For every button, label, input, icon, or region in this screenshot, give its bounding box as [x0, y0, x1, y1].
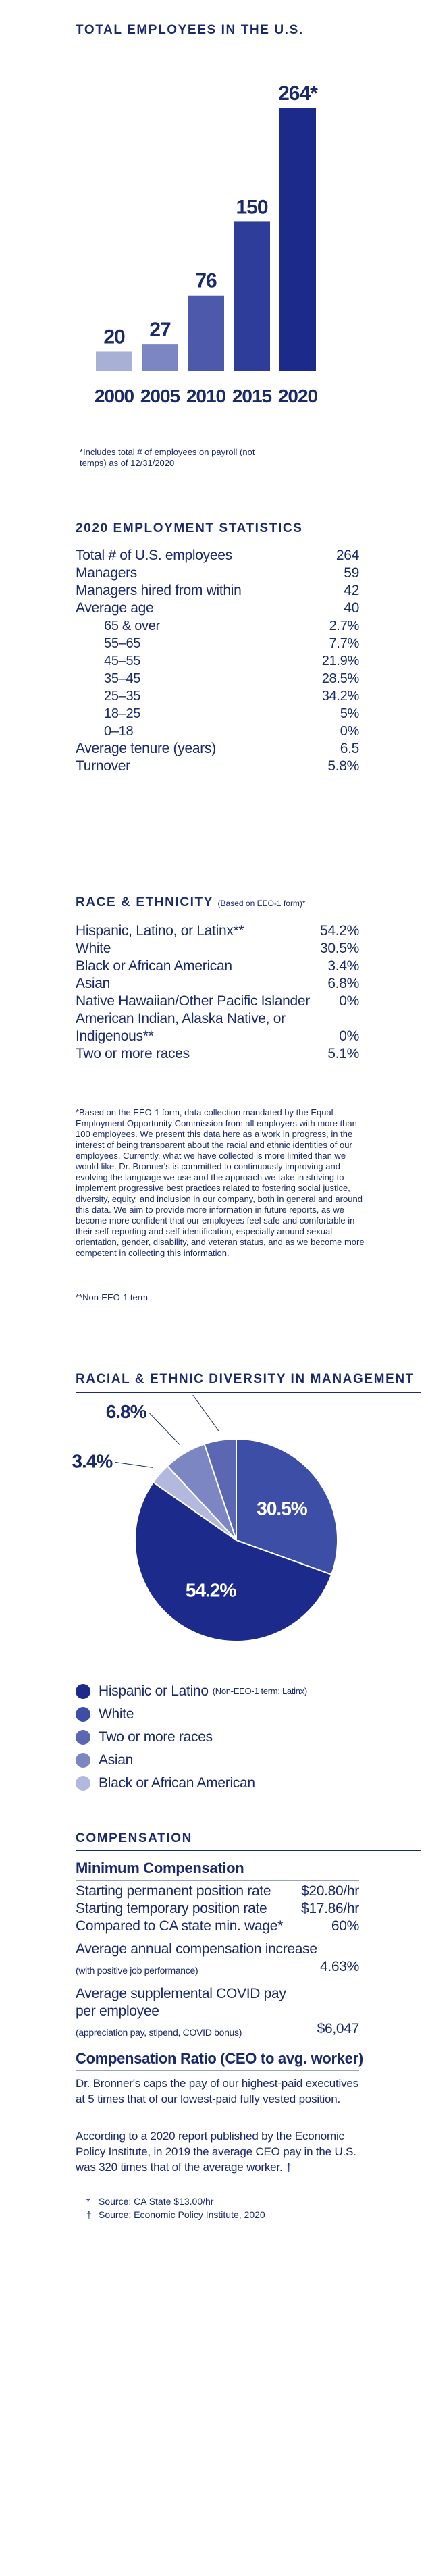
stats-title: 2020 EMPLOYMENT STATISTICS [76, 521, 303, 535]
race-value: 30.5% [319, 941, 359, 956]
source-2 [86, 2209, 356, 2220]
race-row [76, 922, 359, 940]
pie-slice-label: 54.2% [185, 1579, 236, 1601]
bar-category-label: 2005 [140, 386, 180, 406]
stats-value: 7.7% [329, 636, 359, 651]
stats-table [76, 547, 359, 775]
diversity-title-rule [76, 1392, 421, 1393]
ratio-paragraph-1: Dr. Bronner's caps the pay of our highest-paid executives at 5 times that of our lowest-paid fully vested position. [76, 2077, 358, 2105]
stats-label: Managers hired from within [76, 583, 242, 598]
raise-value: 4.63% [319, 1959, 359, 1974]
stats-row [76, 687, 359, 705]
legend-label: White [99, 1706, 134, 1722]
race-table [76, 922, 359, 1063]
legend-label: Black or African American [99, 1775, 255, 1791]
stats-label: 0–18 [104, 724, 134, 739]
bar-category-label: 2000 [94, 386, 134, 406]
stats-label: 18–25 [104, 706, 141, 721]
stats-row [76, 740, 359, 758]
min-comp-title: Minimum Compensation [76, 1860, 244, 1876]
stats-label: 65 & over [104, 619, 160, 633]
stats-label: Average age [76, 600, 154, 616]
employees-footnote: *Includes total # of employees on payroll (not temps) as of 12/31/2020 [80, 447, 255, 468]
raise-block [76, 1941, 359, 1976]
bar-value-label: 27 [149, 319, 171, 342]
legend-swatch [76, 1776, 90, 1791]
stats-row [76, 547, 359, 564]
comp-table [76, 1883, 359, 1935]
bar [188, 296, 224, 371]
legend-item [76, 1680, 400, 1703]
comp-value: 60% [331, 1918, 359, 1934]
diversity-legend [76, 1680, 400, 1795]
race-row [76, 940, 359, 957]
legend-label: Two or more races [99, 1729, 213, 1745]
race-label: Black or African American [76, 958, 232, 974]
stats-label: Total # of U.S. employees [76, 548, 232, 563]
race-value: 54.2% [319, 923, 359, 939]
comp-label: Starting permanent position rate [76, 1883, 271, 1899]
race-title [76, 895, 306, 910]
race-value: 0% [339, 993, 359, 1009]
legend-label: Hispanic or Latino [99, 1683, 209, 1699]
stats-row [76, 582, 359, 600]
bar [279, 108, 316, 371]
legend-swatch [76, 1730, 90, 1745]
stats-row [76, 600, 359, 617]
stats-label: 55–65 [104, 636, 141, 651]
race-value: 3.4% [327, 958, 359, 974]
stats-value: 6.5 [340, 741, 359, 756]
stats-value: 59 [344, 565, 359, 581]
comp-value: $20.80/hr [300, 1883, 359, 1899]
race-footnote-2: **Non-EEO-1 term [76, 1292, 148, 1303]
raise-label: Average annual compensation increase [76, 1941, 317, 1957]
stats-row [76, 635, 359, 652]
stats-row [76, 564, 359, 582]
bar [234, 221, 270, 371]
compensation-title-rule [76, 1850, 421, 1851]
stats-row [76, 758, 359, 775]
race-label: White [76, 941, 111, 956]
source-1-text: Source: CA State $13.00/hr [99, 2196, 214, 2207]
race-value: 5.1% [327, 1046, 359, 1061]
stats-row [76, 652, 359, 670]
ratio-paragraph-2: According to a 2020 report published by the Economic Policy Institute, in 2019 the average CEO pay in the U.S. was 320 times that of the average worker. † [76, 2130, 356, 2174]
source-1 [86, 2196, 356, 2207]
stats-label: 35–45 [104, 671, 141, 686]
covid-block [76, 1985, 359, 2038]
stats-label: 25–35 [104, 689, 141, 704]
stats-value: 21.9% [321, 654, 359, 668]
legend-item [76, 1772, 400, 1795]
source-2-text: Source: Economic Policy Institute, 2020 [99, 2209, 265, 2220]
race-row [76, 957, 359, 975]
race-footnote: *Based on the EEO-1 form, data collection mandated by the Equal Employment Opportunity Commission from all employers with more than 100 employees. We present this data here as a work in progress, in the interest of being transparent about the racial and ethnic identities of our employees. Currently, what we have collected is more limited than we would like. Dr. Bronner's is committed to continuously improving and evolving the language we use and the approach we take in striving to implement progressive best practices related to fostering social justice, diversity, equity, and inclusion in our company, both in general and around this data. We aim to provide more information in future reports, as we become more confident that our employees feel safe and comfortable in their self-reporting and self-identification, especially around sexual orientation, gender, disability, and veteran status, and as we become more competent in collecting this information. [76, 1107, 365, 1258]
stats-value: 5% [340, 706, 359, 721]
pie-leader-line [181, 1395, 219, 1431]
pie-slice-label: 3.4% [72, 1450, 113, 1472]
comp-row [76, 1883, 359, 1900]
comp-row [76, 1918, 359, 1935]
stats-row [76, 722, 359, 740]
bar-value-label: 76 [195, 269, 217, 292]
pie-leader-line [149, 1413, 180, 1445]
legend-swatch [76, 1707, 90, 1722]
pie-slice-label: 6.8% [105, 1400, 146, 1422]
comp-value: $17.86/hr [300, 1901, 359, 1916]
comp-row [76, 1900, 359, 1918]
diversity-title: RACIAL & ETHNIC DIVERSITY IN MANAGEMENT [76, 1372, 414, 1386]
covid-label-2: per employee [76, 2003, 159, 2019]
bar-category-label: 2010 [186, 386, 226, 406]
min-comp-rule [76, 1880, 359, 1881]
bar-value-label: 150 [236, 196, 268, 219]
ratio-title: Compensation Ratio (CEO to avg. worker) [76, 2050, 363, 2067]
stats-value: 28.5% [321, 671, 359, 686]
comp-label: Starting temporary position rate [76, 1901, 267, 1916]
employees-bar-chart [76, 54, 373, 446]
legend-item [76, 1749, 400, 1772]
covid-label-1: Average supplemental COVID pay [76, 1986, 286, 2001]
race-row [76, 975, 359, 993]
race-row [76, 993, 359, 1010]
covid-note: (appreciation pay, stipend, COVID bonus) [76, 2027, 242, 2038]
employees-title: TOTAL EMPLOYEES IN THE U.S. [76, 23, 304, 37]
stats-label: Managers [76, 565, 137, 581]
legend-item [76, 1703, 400, 1726]
race-value: 6.8% [327, 976, 359, 991]
stats-label: 45–55 [104, 654, 141, 668]
race-title-text: RACE & ETHNICITY [76, 895, 213, 910]
race-title-note: (Based on EEO-1 form)* [217, 899, 306, 908]
bar-value-label: 20 [103, 325, 125, 348]
bar [142, 344, 178, 371]
stats-value: 264 [336, 548, 359, 563]
source-2-mark: † [86, 2209, 92, 2220]
stats-value: 34.2% [321, 689, 359, 704]
race-label: American Indian, Alaska Native, or Indigenous** [76, 1011, 286, 1044]
source-1-mark: * [86, 2196, 90, 2207]
stats-row [76, 670, 359, 687]
legend-note: (Non-EEO-1 term: Latinx) [212, 1686, 307, 1696]
race-label: Hispanic, Latino, or Latinx** [76, 923, 244, 939]
race-label: Asian [76, 976, 111, 991]
stats-label: Average tenure (years) [76, 741, 216, 756]
race-row [76, 1010, 359, 1045]
stats-value: 5.8% [327, 758, 359, 774]
legend-swatch [76, 1684, 90, 1699]
stats-value: 40 [344, 600, 359, 616]
stats-value: 0% [340, 724, 359, 739]
covid-value: $6,047 [317, 2021, 359, 2036]
legend-label: Asian [99, 1752, 134, 1768]
bar [96, 351, 132, 371]
legend-item [76, 1726, 400, 1749]
raise-note: (with positive job performance) [76, 1965, 198, 1976]
race-label: Native Hawaiian/Other Pacific Islander [76, 993, 310, 1009]
stats-row [76, 617, 359, 635]
stats-value: 2.7% [329, 619, 359, 633]
bar-category-label: 2015 [232, 386, 272, 406]
stats-label: Turnover [76, 758, 130, 774]
stats-value: 42 [344, 583, 359, 598]
legend-swatch [76, 1753, 90, 1768]
race-label: Two or more races [76, 1046, 190, 1061]
diversity-pie-chart [41, 1395, 405, 1652]
stats-row [76, 705, 359, 722]
ratio-rule [76, 2070, 359, 2071]
comp-label: Compared to CA state min. wage* [76, 1918, 284, 1934]
race-value: 0% [339, 1028, 359, 1044]
bar-value-label: 264* [278, 82, 317, 105]
race-row [76, 1045, 359, 1063]
pie-slice-label: 30.5% [257, 1498, 307, 1519]
compensation-title: COMPENSATION [76, 1831, 192, 1845]
pie-leader-line [115, 1462, 153, 1467]
bar-category-label: 2020 [277, 386, 318, 406]
